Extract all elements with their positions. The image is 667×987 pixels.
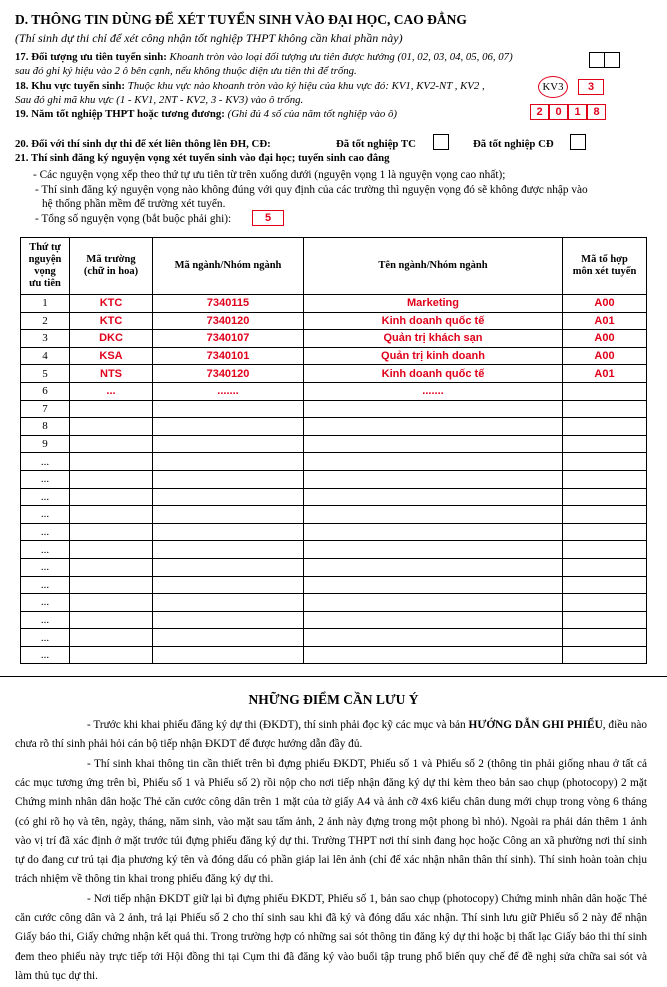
table-row (21, 594, 647, 612)
major-code-cell[interactable] (153, 576, 304, 594)
school-code-cell[interactable] (70, 558, 153, 576)
school-code-cell[interactable] (70, 470, 153, 488)
major-code-cell[interactable]: 7340120 (153, 365, 304, 383)
major-name-cell[interactable] (304, 523, 563, 541)
table-row (21, 611, 647, 629)
order-cell: ... (21, 558, 70, 576)
order-cell: 5 (21, 365, 70, 383)
table-header-row (21, 238, 647, 295)
major-name-cell[interactable] (304, 646, 563, 664)
major-code-cell[interactable] (153, 418, 304, 436)
order-cell: ... (21, 506, 70, 524)
section-d-subtitle: (Thí sinh dự thi chỉ để xét công nhận tốt nghiệp THPT không cần khai phần này) (15, 31, 403, 45)
q19-digit-4[interactable]: 8 (587, 104, 606, 120)
order-cell: 2 (21, 312, 70, 330)
q19-label: 19. Năm tốt nghiệp THPT hoặc tương đương: (15, 108, 225, 120)
major-code-cell[interactable]: 7340101 (153, 347, 304, 365)
order-cell: ... (21, 453, 70, 471)
school-code-cell[interactable]: KTC (70, 312, 153, 330)
q17-box-1[interactable] (589, 52, 605, 68)
school-code-cell[interactable]: NTS (70, 365, 153, 383)
q19-digit-2[interactable]: 0 (549, 104, 568, 120)
q18-text: Thuộc khu vực nào khoanh tròn vào ký hiệu của khu vực đó: KV1, KV2-NT , KV2 , (127, 80, 485, 92)
q18-circled-kv3: KV3 (538, 76, 568, 98)
major-name-cell[interactable] (304, 418, 563, 436)
q18-line2: Sau đó ghi mã khu vực (1 - KV1, 2NT - KV2, 3 - KV3) vào ô trống. (15, 94, 304, 106)
table-row (21, 523, 647, 541)
table-row (21, 558, 647, 576)
combo-cell[interactable] (563, 646, 647, 664)
school-code-cell[interactable] (70, 646, 153, 664)
combo-cell[interactable] (563, 418, 647, 436)
major-name-cell[interactable]: Quản trị kinh doanh (304, 347, 563, 365)
combo-cell[interactable]: A01 (563, 312, 647, 330)
header-school-code: Mã trường (chữ in hoa) (70, 238, 153, 295)
table-row (21, 629, 647, 647)
notes-paragraph-3: - Nơi tiếp nhận ĐKDT giữ lại bì đựng phiếu ĐKDT, Phiếu số 1, bản sao chụp (photocopy) Chứng minh nhân dân hoặc Thẻ căn cước công dân và 2 ảnh, trả lại Phiếu số 2 cho thí sinh sau khi đã ký và đóng dấu xác nhận. Thí sinh lưu giữ Phiếu số 2 này để nhận Giấy báo thi, Giấy chứng nhận kết quả thi. Trong trường hợp có những sai sót thông tin đăng ký dự thi hoặc bị thất lạc Giấy báo thi thí sinh đem theo phiếu này trực tiếp tới Hội đồng thi tại Cụm thi đã đăng ký vào buổi tập trung phổ biến quy chế để đề nghị sửa chữa sai sót và làm thủ tục dự thi. (15, 893, 647, 982)
table-row (21, 400, 647, 418)
school-code-cell[interactable] (70, 594, 153, 612)
q21-label: 21. Thí sinh đăng ký nguyện vọng xét tuyển sinh vào đại học; tuyển sinh cao đẳng (15, 152, 390, 164)
header-major-name: Tên ngành/Nhóm ngành (304, 238, 563, 295)
table-row (21, 453, 647, 471)
major-name-cell[interactable]: Kinh doanh quốc tế (304, 312, 563, 330)
order-cell: ... (21, 541, 70, 559)
major-name-cell[interactable] (304, 594, 563, 612)
q19-line (15, 108, 397, 120)
order-cell: ... (21, 629, 70, 647)
table-row (21, 435, 647, 453)
major-name-cell[interactable] (304, 488, 563, 506)
major-code-cell[interactable] (153, 611, 304, 629)
table-row (21, 347, 647, 365)
table-row (21, 506, 647, 524)
q17-line1 (15, 51, 513, 63)
major-code-cell[interactable]: 7340107 (153, 330, 304, 348)
order-cell: 8 (21, 418, 70, 436)
order-cell: ... (21, 611, 70, 629)
order-cell: ... (21, 470, 70, 488)
combo-cell[interactable] (563, 435, 647, 453)
major-name-cell[interactable] (304, 470, 563, 488)
school-code-cell[interactable] (70, 435, 153, 453)
combo-cell[interactable] (563, 576, 647, 594)
school-code-cell[interactable]: DKC (70, 330, 153, 348)
q20-opt2-label: Đã tốt nghiệp CĐ (473, 138, 554, 150)
notes-paragraph-1: - Trước khi khai phiếu đăng ký dự thi (ĐKDT), thí sinh phải đọc kỹ các mục và bản HƯỚNG DẪN GHI PHIẾU, điều nào chưa rõ thí sinh phải hỏi cán bộ tiếp nhận ĐKDT để được hướng dẫn đầy đủ. (15, 719, 647, 751)
q21-bullet-1: - Các nguyện vọng xếp theo thứ tự ưu tiên từ trên xuống dưới (nguyện vọng 1 là nguyện vọng cao nhất); (33, 169, 506, 181)
combo-cell[interactable] (563, 523, 647, 541)
major-code-cell[interactable] (153, 541, 304, 559)
combo-cell[interactable] (563, 453, 647, 471)
school-code-cell[interactable] (70, 506, 153, 524)
major-code-cell[interactable] (153, 523, 304, 541)
order-cell: ... (21, 523, 70, 541)
q21-bullet-2a: - Thí sinh đăng ký nguyện vọng nào không đúng với quy định của các trường thì nguyện vọng đó sẽ không được nhập vào (35, 184, 588, 196)
combo-cell[interactable] (563, 506, 647, 524)
q21-bullet-2b: hệ thống phần mềm để trường xét tuyển. (42, 198, 226, 210)
major-name-cell[interactable] (304, 400, 563, 418)
school-code-cell[interactable] (70, 541, 153, 559)
major-name-cell[interactable] (304, 558, 563, 576)
q21-total-label: - Tổng số nguyện vọng (bắt buộc phải ghi): (35, 213, 232, 225)
school-code-cell[interactable]: ... (70, 382, 153, 400)
major-name-cell[interactable] (304, 576, 563, 594)
notes-title: NHỮNG ĐIỂM CẦN LƯU Ý (248, 692, 419, 707)
q18-line1 (15, 80, 485, 92)
table-row (21, 382, 647, 400)
combo-cell[interactable]: A00 (563, 295, 647, 313)
major-code-cell[interactable]: ....... (153, 382, 304, 400)
header-order: Thứ tự nguyện vọng ưu tiên (21, 238, 70, 295)
q19-digit-1[interactable]: 2 (530, 104, 549, 120)
major-code-cell[interactable]: 7340120 (153, 312, 304, 330)
order-cell: 7 (21, 400, 70, 418)
school-code-cell[interactable]: KSA (70, 347, 153, 365)
table-row (21, 541, 647, 559)
major-code-cell[interactable] (153, 400, 304, 418)
combo-cell[interactable] (563, 470, 647, 488)
major-code-cell[interactable] (153, 453, 304, 471)
combo-cell[interactable]: A01 (563, 365, 647, 383)
school-code-cell[interactable] (70, 576, 153, 594)
major-code-cell[interactable] (153, 506, 304, 524)
major-code-cell[interactable]: 7340115 (153, 295, 304, 313)
major-code-cell[interactable] (153, 646, 304, 664)
table-row (21, 418, 647, 436)
combo-cell[interactable]: A00 (563, 330, 647, 348)
major-name-cell[interactable] (304, 506, 563, 524)
q19-digit-3[interactable]: 1 (568, 104, 587, 120)
combo-cell[interactable] (563, 611, 647, 629)
school-code-cell[interactable] (70, 400, 153, 418)
q19-text: (Ghi đủ 4 số của năm tốt nghiệp vào ô) (227, 108, 398, 120)
school-code-cell[interactable] (70, 488, 153, 506)
order-cell: 3 (21, 330, 70, 348)
table-row (21, 365, 647, 383)
q17-label: 17. Đối tượng ưu tiên tuyển sinh: (15, 51, 167, 63)
combo-cell[interactable] (563, 382, 647, 400)
q17-text: Khoanh tròn vào loại đối tượng ưu tiên được hưởng (01, 02, 03, 04, 05, 06, 07) (169, 51, 513, 63)
combo-cell[interactable] (563, 594, 647, 612)
major-name-cell[interactable] (304, 453, 563, 471)
header-major-code: Mã ngành/Nhóm ngành (153, 238, 304, 295)
order-cell: ... (21, 488, 70, 506)
school-code-cell[interactable] (70, 418, 153, 436)
q17-box-2[interactable] (604, 52, 620, 68)
section-d-title: D. THÔNG TIN DÙNG ĐỂ XÉT TUYỂN SINH VÀO ĐẠI HỌC, CAO ĐẲNG (15, 12, 467, 27)
major-name-cell[interactable] (304, 629, 563, 647)
q18-value-box[interactable]: 3 (578, 79, 604, 95)
table-row (21, 576, 647, 594)
major-name-cell[interactable]: Kinh doanh quốc tế (304, 365, 563, 383)
table-row (21, 295, 647, 313)
section-divider (0, 676, 667, 677)
school-code-cell[interactable] (70, 611, 153, 629)
q20-opt1-label: Đã tốt nghiệp TC (336, 138, 416, 150)
q20-opt2-checkbox[interactable] (570, 134, 586, 150)
combo-cell[interactable] (563, 541, 647, 559)
school-code-cell[interactable] (70, 629, 153, 647)
q20-opt1-checkbox[interactable] (433, 134, 449, 150)
preferences-table (20, 237, 647, 664)
q21-total-value[interactable]: 5 (252, 210, 284, 226)
order-cell: 1 (21, 295, 70, 313)
table-row (21, 330, 647, 348)
major-code-cell[interactable] (153, 488, 304, 506)
order-cell: ... (21, 594, 70, 612)
table-row (21, 646, 647, 664)
major-code-cell[interactable] (153, 629, 304, 647)
school-code-cell[interactable] (70, 523, 153, 541)
major-code-cell[interactable] (153, 558, 304, 576)
school-code-cell[interactable] (70, 453, 153, 471)
major-name-cell[interactable] (304, 611, 563, 629)
major-name-cell[interactable]: ....... (304, 382, 563, 400)
order-cell: ... (21, 576, 70, 594)
major-name-cell[interactable]: Quản trị khách sạn (304, 330, 563, 348)
q18-label: 18. Khu vực tuyển sinh: (15, 80, 125, 92)
order-cell: ... (21, 646, 70, 664)
combo-cell[interactable] (563, 488, 647, 506)
major-code-cell[interactable] (153, 470, 304, 488)
order-cell: 4 (21, 347, 70, 365)
combo-cell[interactable] (563, 558, 647, 576)
notes-paragraph-2: - Thí sinh khai thông tin cần thiết trên bì đựng phiếu ĐKDT, Phiếu số 1 và Phiếu số 2 (thông tin phải giống nhau ở tất cả các mục tương ứng trên bì, Phiếu số 1 và Phiếu số 2) rồi nộp cho nơi tiếp nhận đăng ký dự thi kèm theo bản sao chụp (photocopy) 2 mặt Chứng minh nhân dân hoặc Thẻ căn cước công dân trên 1 mặt của tờ giấy A4 và ảnh cỡ 4x6 kiểu chân dung mới chụp trong vòng 6 tháng (có ghi rõ họ và tên, ngày, tháng, năm sinh, vào mặt sau tấm ảnh, 2 ảnh này đựng trong một phong bì nhỏ). Ngoài ra phải dán thêm 1 ảnh vào vị trí đã xác định ở mặt trước túi đựng phiếu đăng ký dự thi. Trường THPT nơi thí sinh đang học hoặc Công an xã phường nơi thí sinh tự do đang cư trú tại địa phương ký tên và đóng dấu có phần giáp lai lên ảnh (chỉ để xác nhận nhân thân thí sinh). Thí sinh hoàn toàn chịu trách nhiệm về thông tin khai trong phiếu đăng ký dự thi. (15, 758, 647, 886)
table-row (21, 312, 647, 330)
table-row (21, 488, 647, 506)
combo-cell[interactable] (563, 629, 647, 647)
major-code-cell[interactable] (153, 435, 304, 453)
q20-label: 20. Đối với thí sinh dự thi để xét liên thông lên ĐH, CĐ: (15, 138, 271, 150)
table-row (21, 470, 647, 488)
header-combo: Mã tổ hợp môn xét tuyển (563, 238, 647, 295)
major-name-cell[interactable] (304, 541, 563, 559)
school-code-cell[interactable]: KTC (70, 295, 153, 313)
major-name-cell[interactable]: Marketing (304, 295, 563, 313)
order-cell: 6 (21, 382, 70, 400)
q17-line2: sau đó ghi ký hiệu vào 2 ô bên cạnh, nếu không thuộc diện ưu tiên thì để trống. (15, 65, 357, 77)
combo-cell[interactable]: A00 (563, 347, 647, 365)
major-code-cell[interactable] (153, 594, 304, 612)
order-cell: 9 (21, 435, 70, 453)
major-name-cell[interactable] (304, 435, 563, 453)
combo-cell[interactable] (563, 400, 647, 418)
